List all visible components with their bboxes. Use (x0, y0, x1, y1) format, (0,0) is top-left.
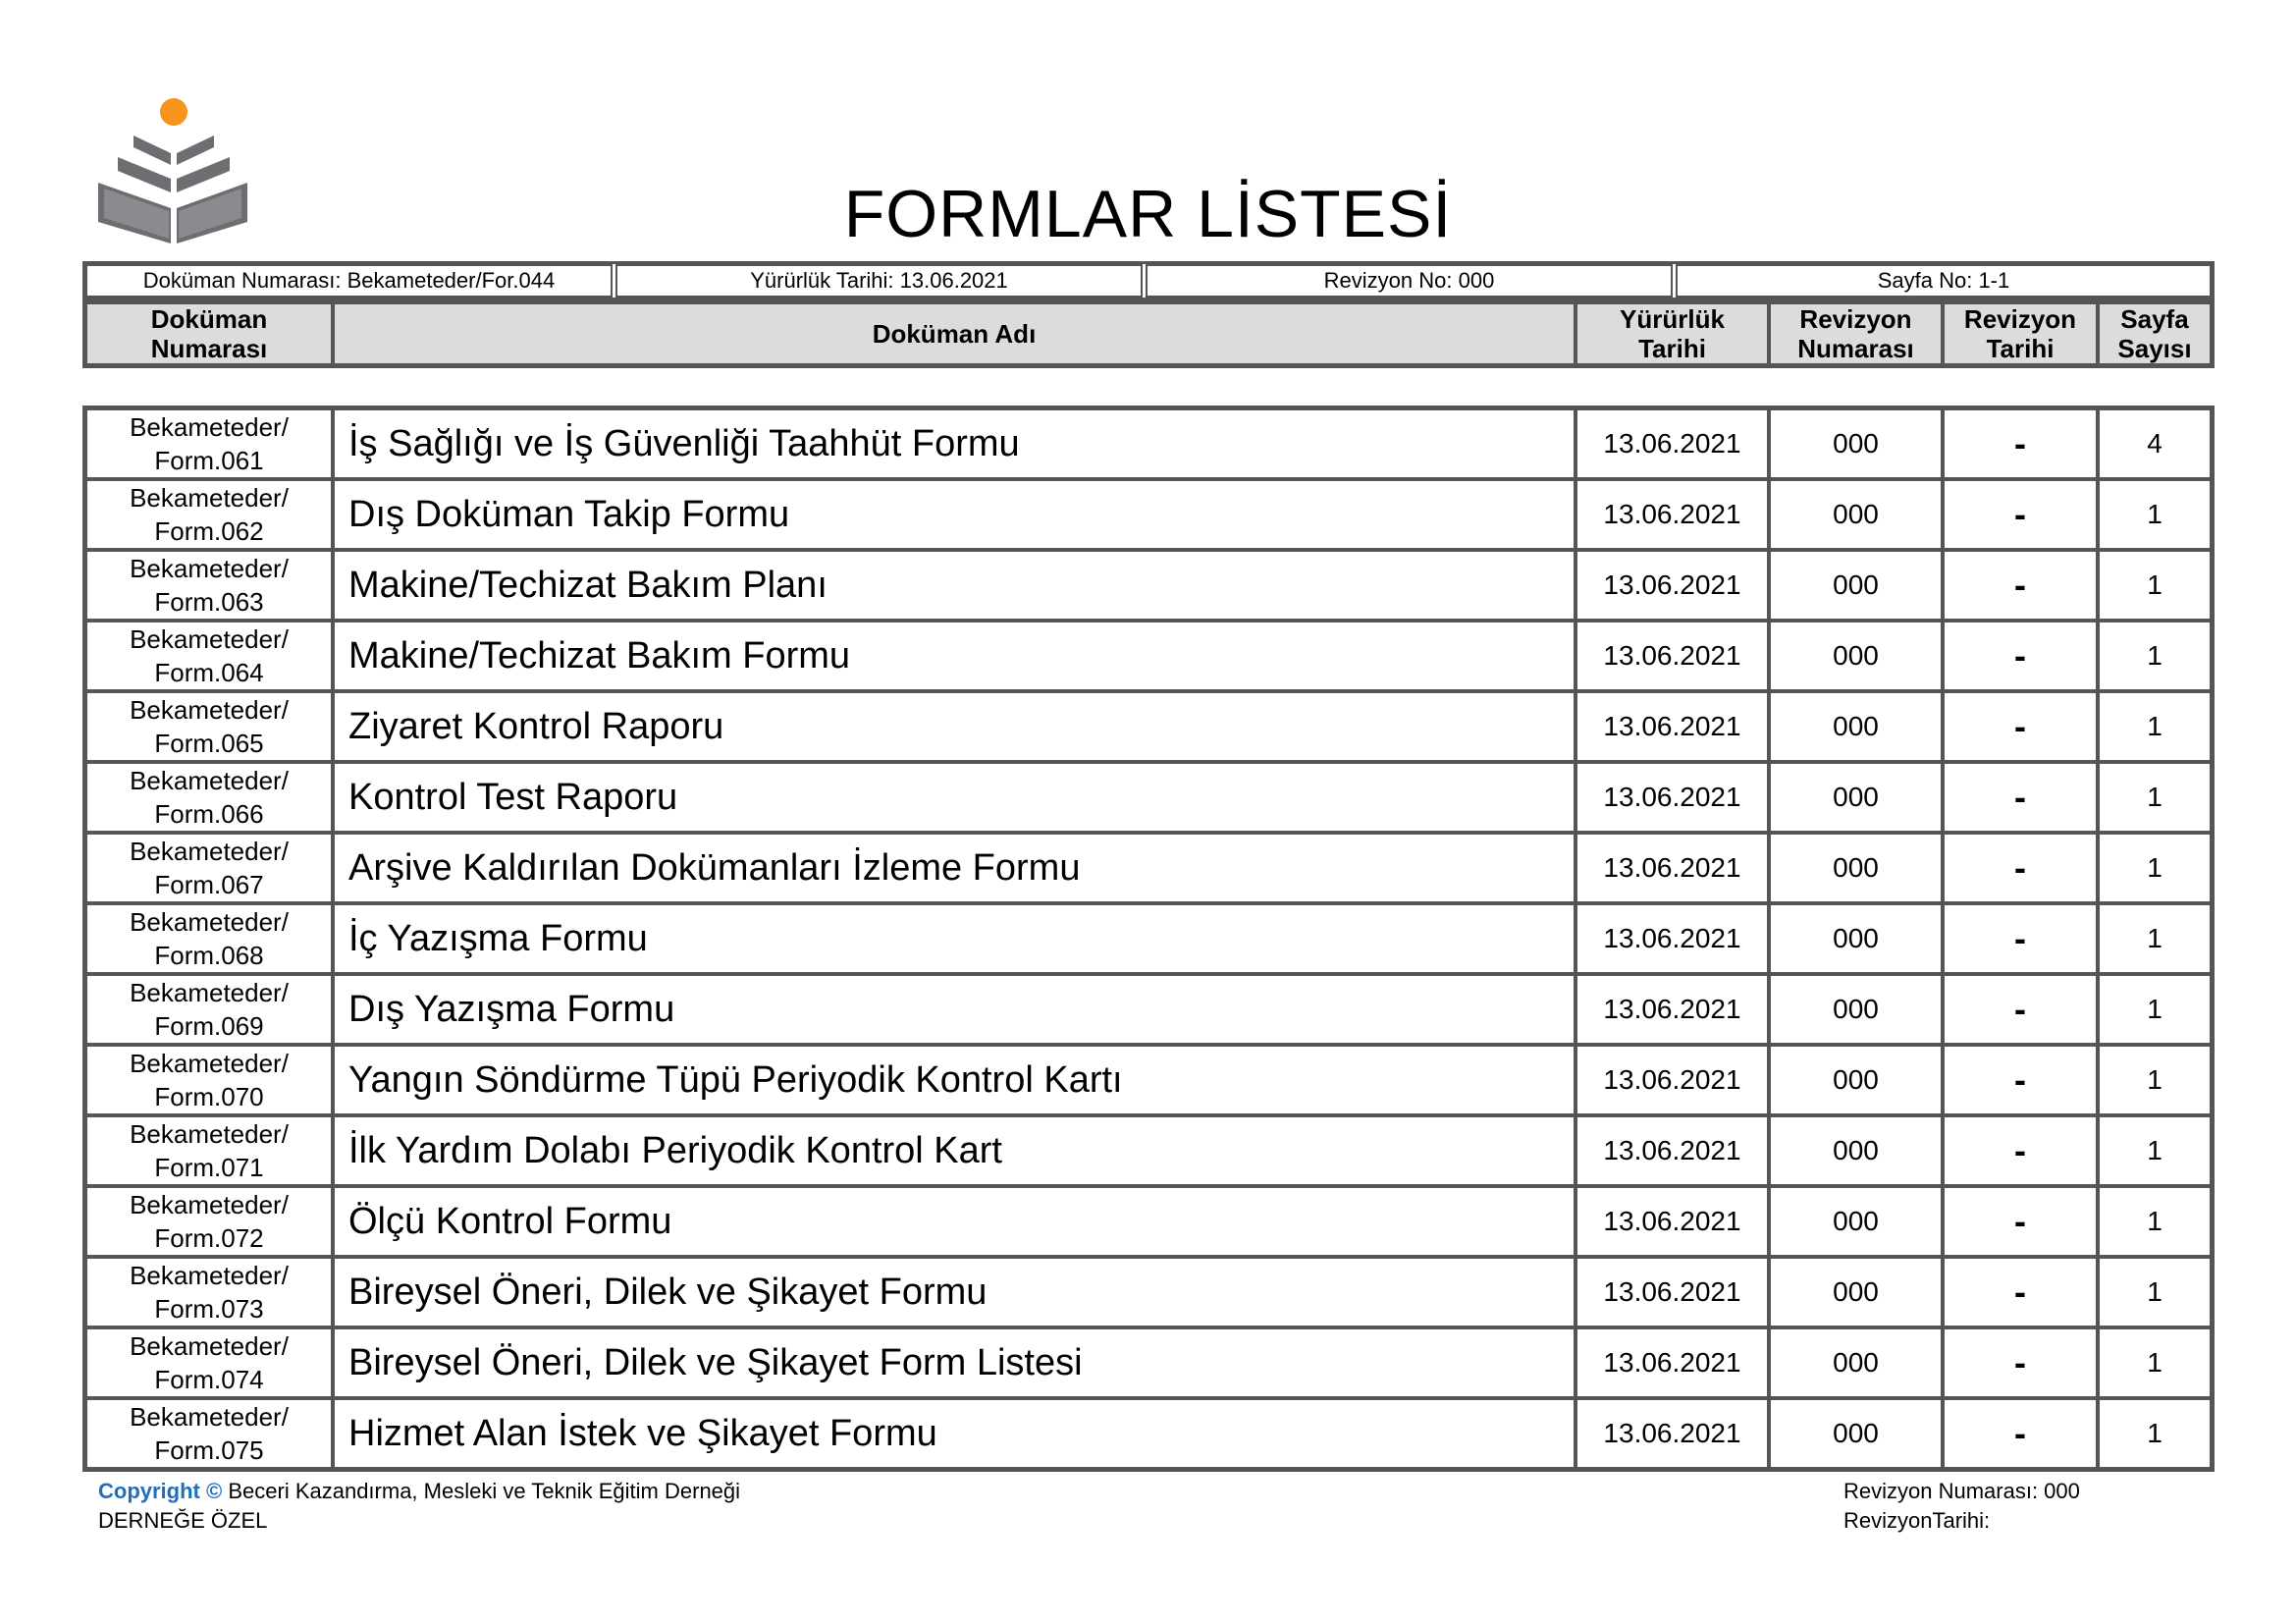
doc-code-number: Form.062 (154, 516, 264, 546)
revision-date-cell: - (1943, 408, 2098, 479)
effective-date-cell: 13.06.2021 (1575, 691, 1769, 762)
page-count-cell: 1 (2098, 1398, 2212, 1469)
doc-code-number: Form.068 (154, 941, 264, 970)
copyright-line (98, 1477, 740, 1506)
doc-code-cell (85, 479, 333, 550)
doc-name-cell: İç Yazışma Formu (333, 903, 1575, 974)
effective-date-cell: 13.06.2021 (1575, 833, 1769, 903)
doc-code-number: Form.063 (154, 587, 264, 617)
effective-date-cell: 13.06.2021 (1575, 479, 1769, 550)
doc-code-prefix: Bekameteder/ (130, 412, 289, 442)
page-count-cell: 1 (2098, 1327, 2212, 1398)
revision-number-cell: 000 (1769, 1327, 1943, 1398)
table-row (85, 762, 2212, 833)
doc-name-cell: Makine/Techizat Bakım Planı (333, 550, 1575, 621)
effective-date-cell: 13.06.2021 (1575, 1115, 1769, 1186)
header-revision-number (1769, 302, 1943, 365)
doc-code-cell (85, 1398, 333, 1469)
header-doc-number-line2: Numarası (150, 334, 268, 363)
table-row (85, 621, 2212, 691)
revision-date-cell: - (1943, 1186, 2098, 1257)
page-count-cell: 1 (2098, 974, 2212, 1045)
doc-code-cell (85, 974, 333, 1045)
doc-code-cell (85, 691, 333, 762)
table-row (85, 550, 2212, 621)
effective-date-cell: Yürürlük Tarihi: 13.06.2021 (615, 264, 1143, 298)
effective-date-cell: 13.06.2021 (1575, 550, 1769, 621)
revision-date-cell: - (1943, 1327, 2098, 1398)
page-title: FORMLAR LİSTESİ (843, 177, 1453, 251)
doc-code-number: Form.064 (154, 658, 264, 687)
doc-code-prefix: Bekameteder/ (130, 978, 289, 1007)
header-doc-number-line1: Doküman (150, 304, 268, 334)
header-revision-number-line1: Revizyon (1799, 304, 1912, 334)
doc-code-cell (85, 550, 333, 621)
page-count-cell: 1 (2098, 550, 2212, 621)
page-count-cell: 1 (2098, 1186, 2212, 1257)
doc-code-cell (85, 762, 333, 833)
doc-code-number: Form.061 (154, 446, 264, 475)
effective-date-cell: 13.06.2021 (1575, 1398, 1769, 1469)
doc-code-prefix: Bekameteder/ (130, 1049, 289, 1078)
doc-code-cell (85, 621, 333, 691)
effective-date-cell: 13.06.2021 (1575, 408, 1769, 479)
table-row (85, 408, 2212, 479)
doc-name-cell: İş Sağlığı ve İş Güvenliği Taahhüt Formu (333, 408, 1575, 479)
revision-number-cell: 000 (1769, 974, 1943, 1045)
page-count-cell: 4 (2098, 408, 2212, 479)
doc-code-cell (85, 1045, 333, 1115)
organization-name: Beceri Kazandırma, Mesleki ve Teknik Eğitim Derneği (222, 1479, 741, 1503)
header-page-count-line2: Sayısı (2117, 334, 2192, 363)
footer-right (1843, 1477, 2080, 1536)
doc-code-number: Form.071 (154, 1153, 264, 1182)
header-doc-number (85, 302, 333, 365)
revision-date-cell: - (1943, 833, 2098, 903)
header-revision-date-line2: Tarihi (1986, 334, 2055, 363)
doc-code-prefix: Bekameteder/ (130, 1119, 289, 1149)
table-row (85, 691, 2212, 762)
revision-no-cell: Revizyon No: 000 (1146, 264, 1673, 298)
doc-code-prefix: Bekameteder/ (130, 554, 289, 583)
revision-date-cell: - (1943, 1398, 2098, 1469)
revision-date-cell: - (1943, 974, 2098, 1045)
revision-number-cell: 000 (1769, 691, 1943, 762)
effective-date-cell: 13.06.2021 (1575, 762, 1769, 833)
effective-date-cell: 13.06.2021 (1575, 974, 1769, 1045)
confidentiality-notice: DERNEĞE ÖZEL (98, 1508, 268, 1533)
doc-code-cell (85, 1327, 333, 1398)
doc-name-cell: Hizmet Alan İstek ve Şikayet Formu (333, 1398, 1575, 1469)
revision-date-cell: - (1943, 1257, 2098, 1327)
page-count-cell: 1 (2098, 691, 2212, 762)
effective-date-cell: 13.06.2021 (1575, 1257, 1769, 1327)
doc-code-prefix: Bekameteder/ (130, 1331, 289, 1361)
doc-code-cell (85, 408, 333, 479)
doc-code-number: Form.074 (154, 1365, 264, 1394)
page-no-cell: Sayfa No: 1-1 (1676, 264, 2212, 298)
doc-code-number: Form.067 (154, 870, 264, 899)
header-revision-number-line2: Numarası (1797, 334, 1914, 363)
doc-code-number: Form.073 (154, 1294, 264, 1324)
doc-name-cell: Ölçü Kontrol Formu (333, 1186, 1575, 1257)
doc-code-prefix: Bekameteder/ (130, 907, 289, 937)
revision-number-cell: 000 (1769, 621, 1943, 691)
doc-code-prefix: Bekameteder/ (130, 1261, 289, 1290)
footer-revision-number: Revizyon Numarası: 000 (1843, 1479, 2080, 1503)
doc-code-number: Form.065 (154, 729, 264, 758)
effective-date-cell: 13.06.2021 (1575, 903, 1769, 974)
doc-name-cell: Ziyaret Kontrol Raporu (333, 691, 1575, 762)
page-count-cell: 1 (2098, 833, 2212, 903)
effective-date-cell: 13.06.2021 (1575, 1186, 1769, 1257)
doc-name-cell: Kontrol Test Raporu (333, 762, 1575, 833)
doc-code-number: Form.069 (154, 1011, 264, 1041)
revision-date-cell: - (1943, 479, 2098, 550)
doc-code-number: Form.075 (154, 1435, 264, 1465)
table-row (85, 1186, 2212, 1257)
doc-name-cell: Bireysel Öneri, Dilek ve Şikayet Form Listesi (333, 1327, 1575, 1398)
revision-number-cell: 000 (1769, 903, 1943, 974)
revision-number-cell: 000 (1769, 550, 1943, 621)
header-revision-date (1943, 302, 2098, 365)
column-header-table (82, 299, 2215, 368)
page-count-cell: 1 (2098, 762, 2212, 833)
page-count-cell: 1 (2098, 903, 2212, 974)
revision-date-cell: - (1943, 691, 2098, 762)
table-row (85, 833, 2212, 903)
doc-name-cell: Bireysel Öneri, Dilek ve Şikayet Formu (333, 1257, 1575, 1327)
doc-code-prefix: Bekameteder/ (130, 483, 289, 513)
doc-name-cell: Makine/Techizat Bakım Formu (333, 621, 1575, 691)
page-count-cell: 1 (2098, 479, 2212, 550)
table-row (85, 903, 2212, 974)
page-count-cell: 1 (2098, 1115, 2212, 1186)
revision-date-cell: - (1943, 550, 2098, 621)
doc-name-cell: Dış Yazışma Formu (333, 974, 1575, 1045)
footer-left (98, 1477, 740, 1536)
header-page-count (2098, 302, 2212, 365)
page-count-cell: 1 (2098, 1257, 2212, 1327)
revision-date-cell: - (1943, 1115, 2098, 1186)
doc-code-prefix: Bekameteder/ (130, 837, 289, 866)
revision-number-cell: 000 (1769, 1398, 1943, 1469)
header-revision-date-line1: Revizyon (1963, 304, 2077, 334)
doc-code-prefix: Bekameteder/ (130, 766, 289, 795)
doc-code-cell (85, 1115, 333, 1186)
doc-code-prefix: Bekameteder/ (130, 624, 289, 654)
revision-number-cell: 000 (1769, 479, 1943, 550)
doc-code-cell (85, 1257, 333, 1327)
revision-date-cell: - (1943, 621, 2098, 691)
doc-code-number: Form.072 (154, 1223, 264, 1253)
doc-code-number: Form.070 (154, 1082, 264, 1111)
table-row (85, 1327, 2212, 1398)
forms-list-table (82, 406, 2215, 1472)
copyright-label: Copyright (98, 1479, 200, 1503)
doc-code-cell (85, 833, 333, 903)
header-effective-date-line1: Yürürlük (1620, 304, 1725, 334)
doc-number-cell: Doküman Numarası: Bekameteder/For.044 (85, 264, 613, 298)
revision-number-cell: 000 (1769, 1186, 1943, 1257)
revision-date-cell: - (1943, 762, 2098, 833)
revision-number-cell: 000 (1769, 762, 1943, 833)
copyright-symbol: © (206, 1479, 223, 1503)
revision-number-cell: 000 (1769, 1115, 1943, 1186)
doc-name-cell: Yangın Söndürme Tüpü Periyodik Kontrol Kartı (333, 1045, 1575, 1115)
effective-date-cell: 13.06.2021 (1575, 1327, 1769, 1398)
document-info-table (82, 261, 2215, 300)
table-row (85, 1398, 2212, 1469)
revision-date-cell: - (1943, 903, 2098, 974)
header-effective-date (1575, 302, 1769, 365)
revision-number-cell: 000 (1769, 408, 1943, 479)
doc-name-cell: Dış Doküman Takip Formu (333, 479, 1575, 550)
table-row (85, 1045, 2212, 1115)
doc-code-number: Form.066 (154, 799, 264, 829)
table-row (85, 1115, 2212, 1186)
doc-name-cell: İlk Yardım Dolabı Periyodik Kontrol Kart (333, 1115, 1575, 1186)
doc-code-prefix: Bekameteder/ (130, 1190, 289, 1219)
doc-code-cell (85, 903, 333, 974)
revision-number-cell: 000 (1769, 1045, 1943, 1115)
table-row (85, 974, 2212, 1045)
doc-code-cell (85, 1186, 333, 1257)
table-row (85, 479, 2212, 550)
header-page-count-line1: Sayfa (2120, 304, 2189, 334)
page-count-cell: 1 (2098, 621, 2212, 691)
doc-name-cell: Arşive Kaldırılan Dokümanları İzleme Formu (333, 833, 1575, 903)
table-row (85, 1257, 2212, 1327)
footer-revision-date: RevizyonTarihi: (1843, 1508, 1991, 1533)
header-effective-date-line2: Tarihi (1638, 334, 1706, 363)
page-count-cell: 1 (2098, 1045, 2212, 1115)
effective-date-cell: 13.06.2021 (1575, 621, 1769, 691)
revision-date-cell: - (1943, 1045, 2098, 1115)
revision-number-cell: 000 (1769, 833, 1943, 903)
header-doc-name: Doküman Adı (333, 302, 1575, 365)
effective-date-cell: 13.06.2021 (1575, 1045, 1769, 1115)
revision-number-cell: 000 (1769, 1257, 1943, 1327)
doc-code-prefix: Bekameteder/ (130, 1402, 289, 1432)
doc-code-prefix: Bekameteder/ (130, 695, 289, 725)
forms-list-body (85, 408, 2212, 1469)
